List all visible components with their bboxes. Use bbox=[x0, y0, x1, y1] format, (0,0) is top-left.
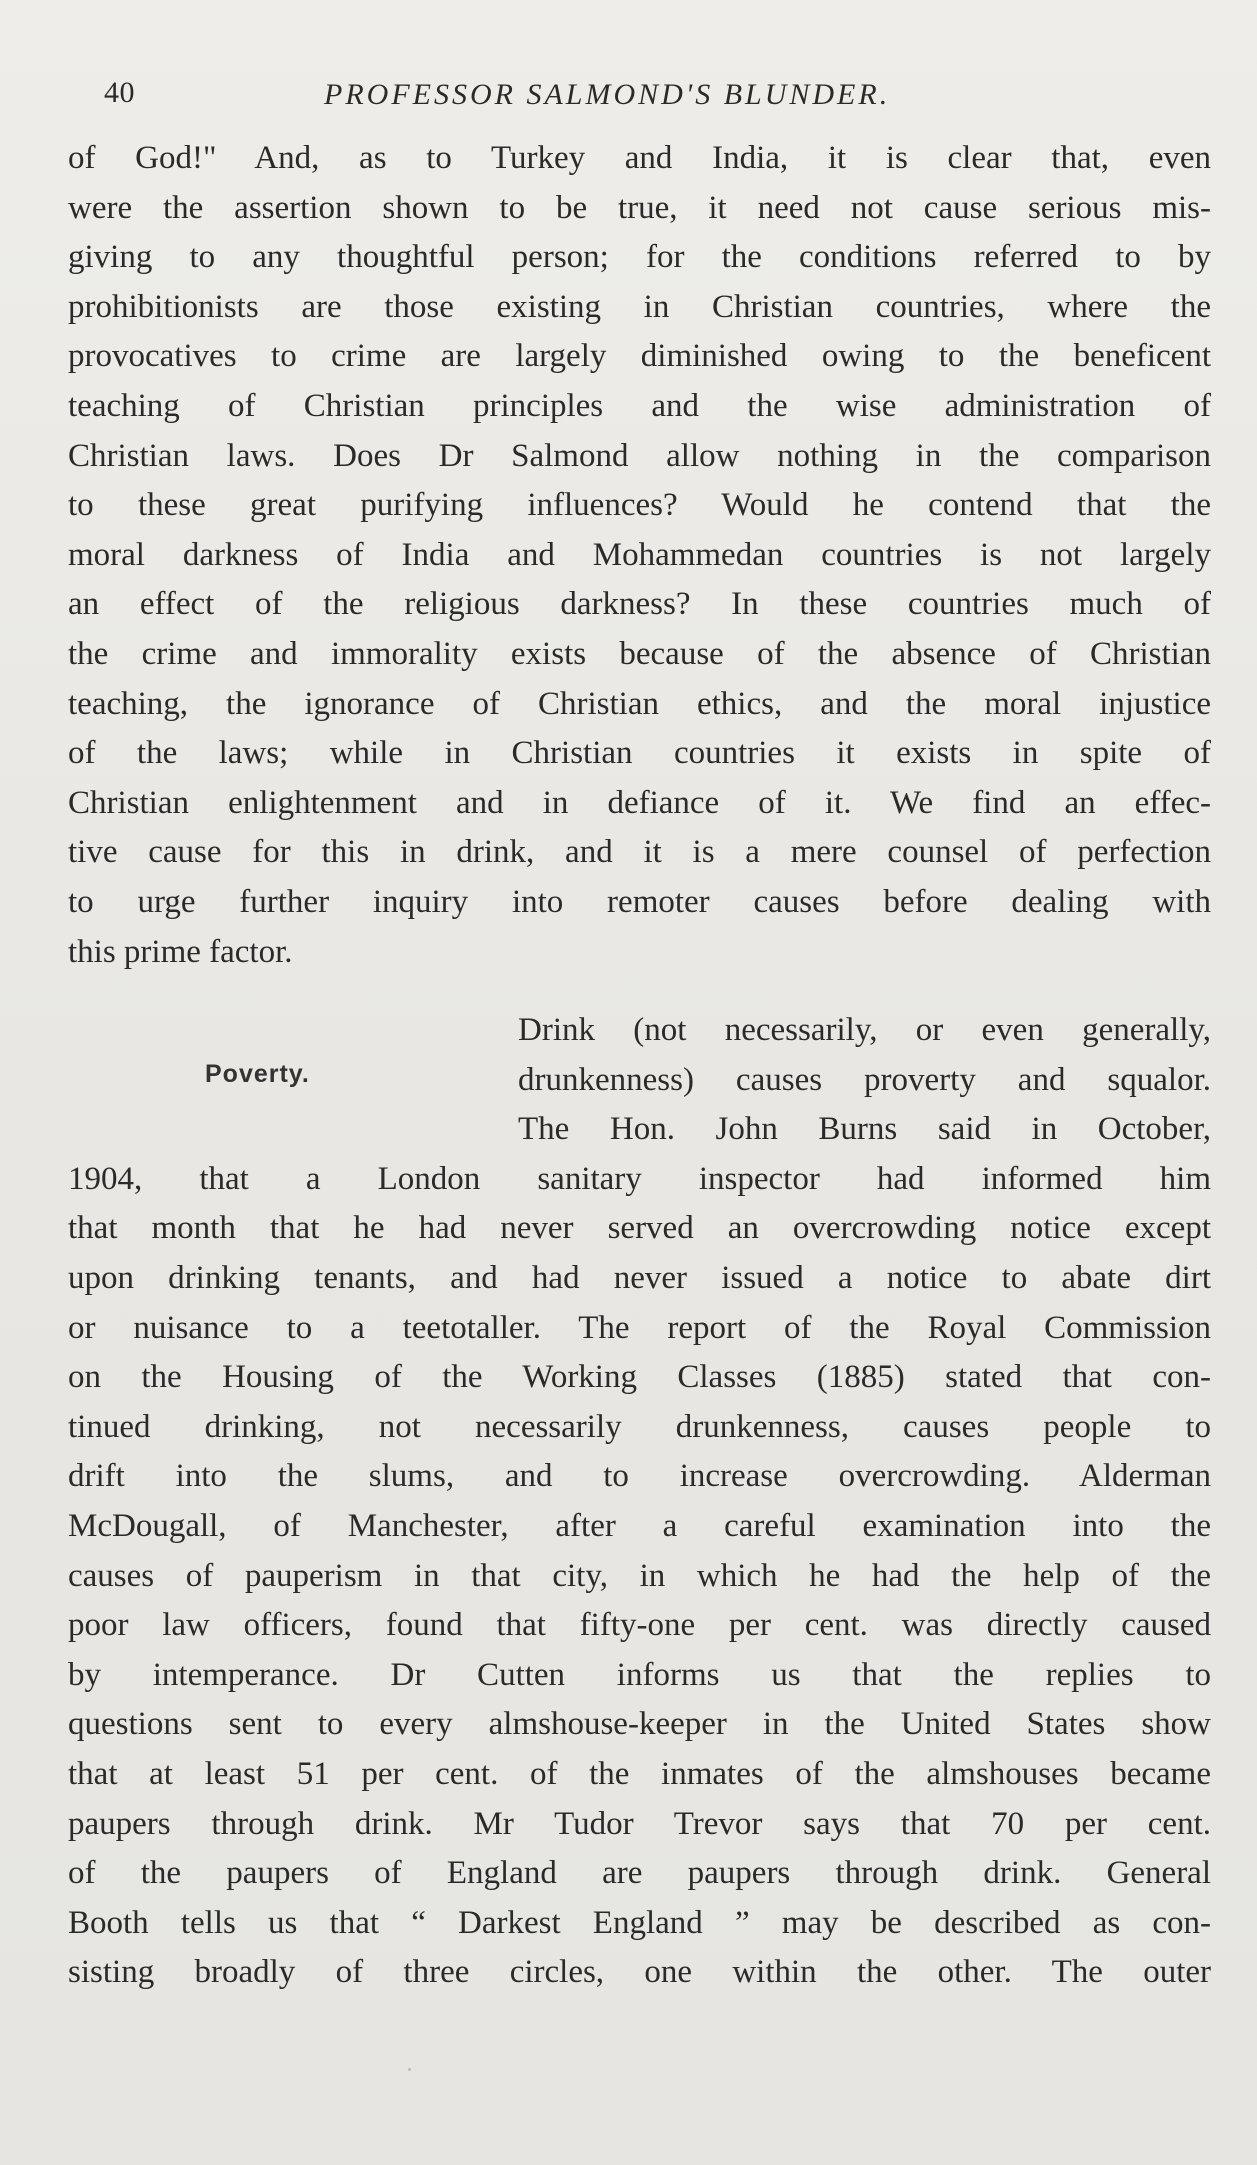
text-line: sisting broadly of three circles, one within the other. The outer bbox=[68, 1954, 1211, 1991]
text-line: tinued drinking, not necessarily drunkenness, causes people to bbox=[68, 1408, 1211, 1445]
text-line: that month that he had never served an overcrowding notice except bbox=[68, 1210, 1211, 1247]
text-line: giving to any thoughtful person; for the conditions referred to by bbox=[68, 239, 1211, 276]
text-line: of God!" And, as to Turkey and India, it is clear that, even bbox=[68, 140, 1211, 176]
text-line: moral darkness of India and Mohammedan countries is not largely bbox=[68, 536, 1211, 573]
text-line: poor law officers, found that fifty-one per cent. was directly caused bbox=[68, 1607, 1211, 1644]
text-line: tive cause for this in drink, and it is a mere counsel of perfection bbox=[68, 834, 1211, 871]
margin-sidenote: Poverty. bbox=[205, 1060, 310, 1088]
text-line: this prime factor. bbox=[68, 933, 293, 970]
text-line: causes of pauperism in that city, in which he had the help of the bbox=[68, 1557, 1211, 1594]
text-line: drunkenness) causes proverty and squalor. bbox=[518, 1061, 1211, 1098]
text-line: to urge further inquiry into remoter causes before dealing with bbox=[68, 883, 1211, 920]
text-line: 1904, that a London sanitary inspector had informed him bbox=[68, 1160, 1211, 1197]
text-line: to these great purifying influences? Would he contend that the bbox=[68, 487, 1211, 524]
text-line: or nuisance to a teetotaller. The report of the Royal Commission bbox=[68, 1309, 1211, 1346]
text-line: an effect of the religious darkness? In these countries much of bbox=[68, 586, 1211, 623]
text-line: upon drinking tenants, and had never issued a notice to abate dirt bbox=[68, 1259, 1211, 1296]
text-line: Drink (not necessarily, or even generally, bbox=[518, 1012, 1211, 1048]
paragraph-2 bbox=[68, 1006, 1211, 1998]
text-line: Christian laws. Does Dr Salmond allow nothing in the comparison bbox=[68, 437, 1211, 474]
text-line: were the assertion shown to be true, it need not cause serious mis- bbox=[68, 189, 1211, 226]
text-line: that at least 51 per cent. of the inmates of the almshouses became bbox=[68, 1755, 1211, 1792]
text-line: teaching, the ignorance of Christian ethics, and the moral injustice bbox=[68, 685, 1211, 722]
text-line: McDougall, of Manchester, after a careful examination into the bbox=[68, 1507, 1211, 1544]
text-line: teaching of Christian principles and the wise administration of bbox=[68, 387, 1211, 424]
text-line: The Hon. John Burns said in October, bbox=[518, 1111, 1211, 1148]
text-line: drift into the slums, and to increase overcrowding. Alderman bbox=[68, 1458, 1211, 1495]
paragraph-1 bbox=[68, 134, 1211, 977]
running-title: PROFESSOR SALMOND'S BLUNDER. bbox=[324, 78, 891, 111]
page-header bbox=[104, 76, 1214, 126]
text-line: the crime and immorality exists because of the absence of Christian bbox=[68, 635, 1211, 672]
text-line: prohibitionists are those existing in Christian countries, where the bbox=[68, 288, 1211, 325]
text-line: provocatives to crime are largely diminished owing to the beneficent bbox=[68, 338, 1211, 375]
page-number: 40 bbox=[104, 76, 135, 109]
text-line: paupers through drink. Mr Tudor Trevor says that 70 per cent. bbox=[68, 1805, 1211, 1842]
text-line: Booth tells us that “ Darkest England ” may be described as con- bbox=[68, 1904, 1211, 1941]
text-line: of the paupers of England are paupers through drink. General bbox=[68, 1855, 1211, 1892]
text-line: by intemperance. Dr Cutten informs us that the replies to bbox=[68, 1656, 1211, 1693]
text-line: Christian enlightenment and in defiance of it. We find an effec- bbox=[68, 784, 1211, 821]
paper-speck bbox=[408, 2068, 411, 2071]
text-line: on the Housing of the Working Classes (1885) stated that con- bbox=[68, 1359, 1211, 1396]
text-line: of the laws; while in Christian countries it exists in spite of bbox=[68, 735, 1211, 772]
text-line: questions sent to every almshouse-keeper in the United States show bbox=[68, 1706, 1211, 1743]
